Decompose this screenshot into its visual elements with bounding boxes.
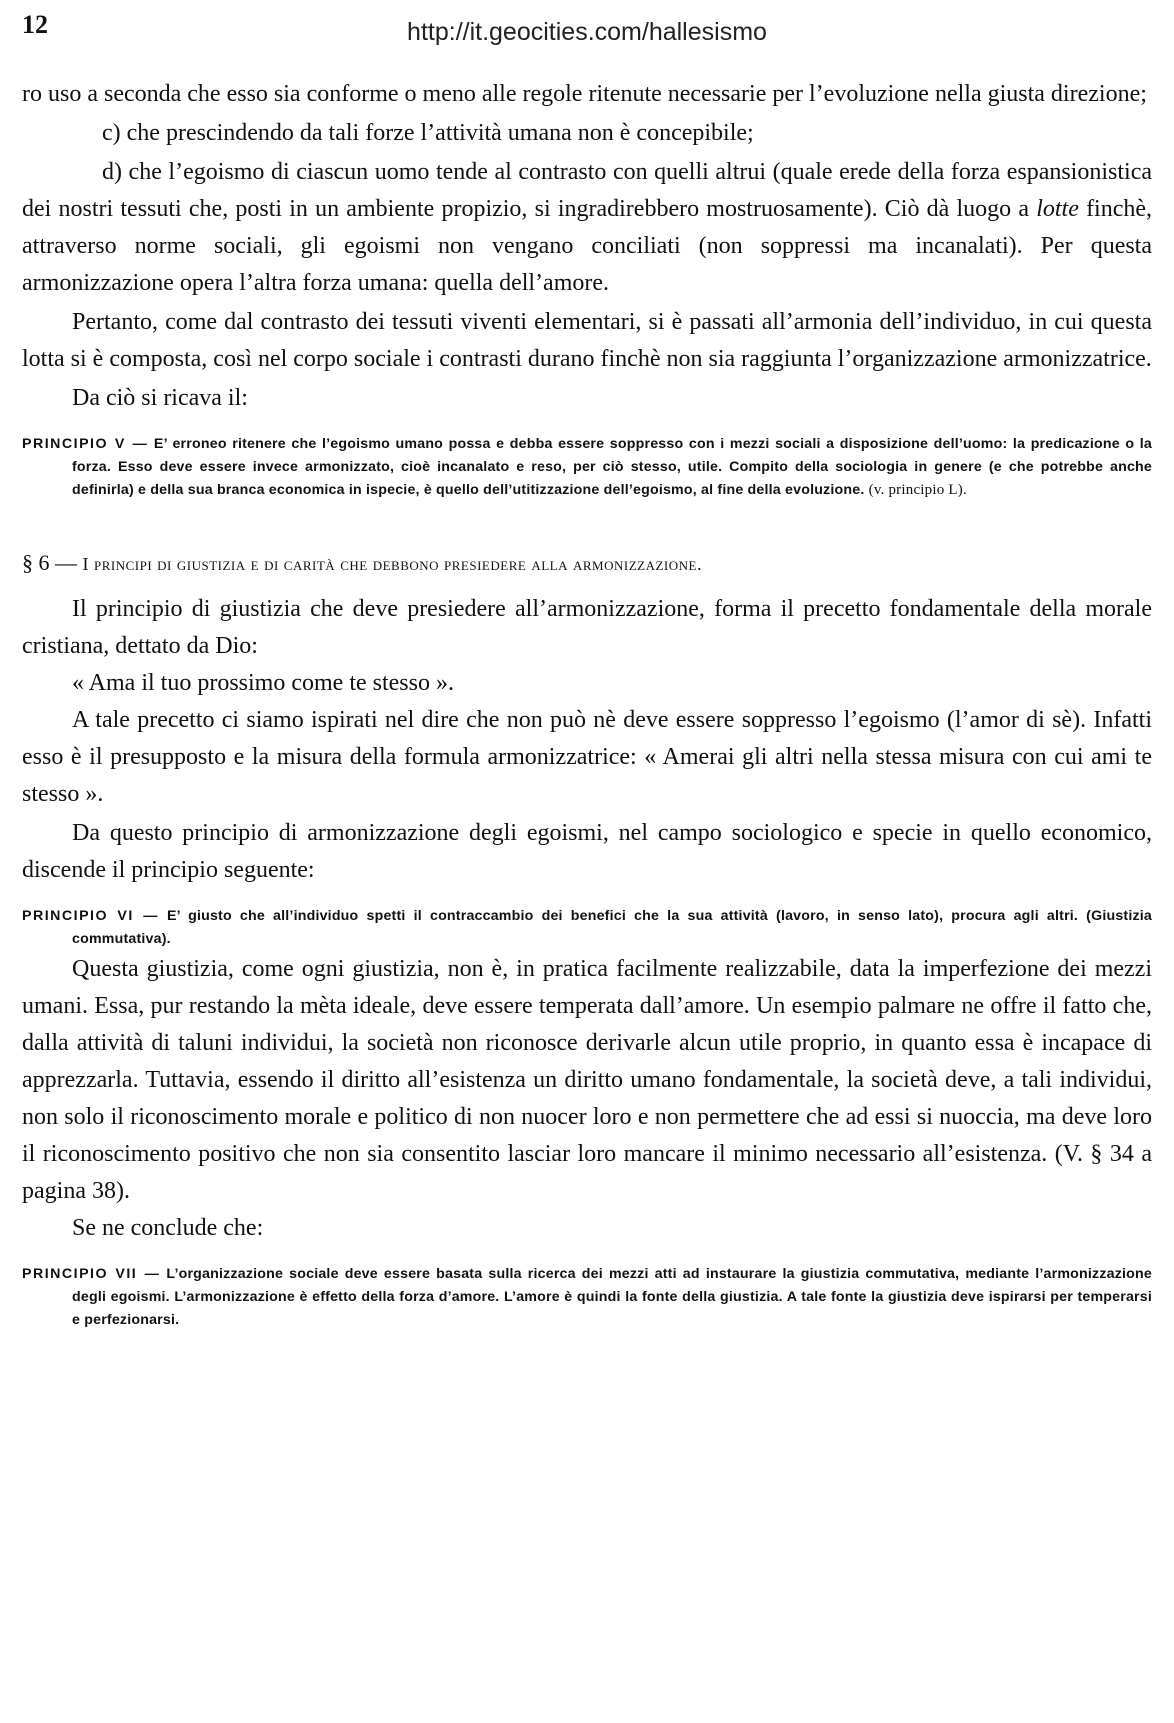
principle-vii [22, 1263, 1152, 1332]
paragraph: A tale precetto ci siamo ispirati nel dire che non può nè deve essere soppresso l’egoismo (l’amor di sè). Infatti esso è il presupposto e la misura della formula armonizzatrice: « Amerai gli altri nella stessa misura con cui ami te stesso ». [22, 707, 1152, 807]
paragraph: Questa giustizia, come ogni giustizia, non è, in pratica facilmente realizzabile, data la imperfezione dei mezzi umani. Essa, pur restando la mèta ideale, deve essere temperata dall’amore. Un esempio palmare ne offre il fatto che, dalla attività di taluni individui, la società non riconosce derivarle alcun utile proprio, in quanto essa è incapace di apprezzarla. Tuttavia, essendo il diritto all’esistenza un diritto umano fondamentale, la società deve, a tali individui, non solo il riconoscimento morale e politico di non nuocer loro e non permettere che ad essi si nuoccia, ma deve loro il riconoscimento positivo che non sia consentito lasciar loro mancare il minimo necessario all’esistenza. (V. § 34 a pagina 38). [22, 956, 1152, 1204]
paragraph: Pertanto, come dal contrasto dei tessuti viventi elementari, si è passati all’armonia dell’individuo, in cui questa lotta si è composta, così nel corpo sociale i contrasti durano finchè non sia raggiunta l’organizzazione armonizzatrice. [22, 309, 1152, 372]
paragraph-text: finchè, attraverso norme sociali, gli egoismi non vengano conciliati (non soppressi ma incanalati). Per questa armonizzazione opera l’altra forza umana: quella dell’amore. [22, 196, 1153, 296]
section-heading [22, 548, 1152, 579]
italic-word: lotte [1036, 196, 1079, 222]
principle-label: PRINCIPIO VII — [22, 1266, 161, 1282]
page-number: 12 [22, 10, 48, 39]
principle-text: L’organizzazione sociale deve essere basata sulla ricerca dei mezzi atti ad instaurare la giustizia commutativa, mediante l’armonizzazione degli egoismi. L’armonizzazione è effetto della forza d’amore. L’amore è quindi la fonte della giustizia. A tale fonte la giustizia deve ispirarsi per temperarsi e perfezionarsi. [72, 1266, 1152, 1328]
principle-label: PRINCIPIO VI — [22, 908, 159, 924]
source-url: http://it.geocities.com/hallesismo [407, 18, 767, 46]
paragraph: c) che prescindendo da tali forze l’attività umana non è concepibile; [102, 120, 754, 146]
section-number: § 6 — [22, 550, 77, 575]
paragraph [22, 154, 1152, 302]
paragraph: ro uso a seconda che esso sia conforme o meno alle regole ritenute necessarie per l’evoluzione nella giusta direzione; [22, 81, 1147, 107]
paragraph: Da questo principio di armonizzazione degli egoismi, nel campo sociologico e specie in quello economico, discende il principio seguente: [22, 820, 1152, 883]
principle-vi [22, 905, 1152, 951]
paragraph: Se ne conclude che: [72, 1215, 264, 1241]
principle-text: E’ giusto che all’individuo spetti il contraccambio dei benefici che la sua attività (lavoro, in senso lato), procura agli altri. (Giustizia commutativa). [72, 908, 1153, 947]
page-content [22, 76, 1152, 1332]
paragraph: Il principio di giustizia che deve presiedere all’armonizzazione, forma il precetto fondamentale della morale cristiana, dettato da Dio: [22, 596, 1152, 659]
section-title: I principi di giustizia e di carità che debbono presiedere alla armonizzazione. [82, 554, 702, 574]
quotation: « Ama il tuo prossimo come te stesso ». [72, 670, 454, 696]
principle-v [22, 433, 1152, 502]
principle-label: PRINCIPIO V — [22, 436, 149, 452]
principle-text: E’ erroneo ritenere che l’egoismo umano possa e debba essere soppresso con i mezzi sociali a disposizione dell’uomo: la predicazione o la forza. Esso deve essere invece armonizzato, cioè incanalato e reso, per ciò stesso, utile. Compito della sociologia in genere (e che potrebbe anche definirla) e della sua branca economica in ispecie, è quello dell’utitizzazione dell’egoismo, al fine della evoluzione. [72, 436, 1152, 498]
paragraph-text: d) che l’egoismo di ciascun uomo tende al contrasto con quelli altrui (quale erede della forza espansionistica dei nostri tessuti che, posti in un ambiente propizio, si ingradirebbero mostruosamente). Ciò dà luogo a [22, 159, 1152, 222]
principle-reference: (v. principio L). [868, 482, 967, 498]
paragraph: Da ciò si ricava il: [72, 385, 248, 411]
